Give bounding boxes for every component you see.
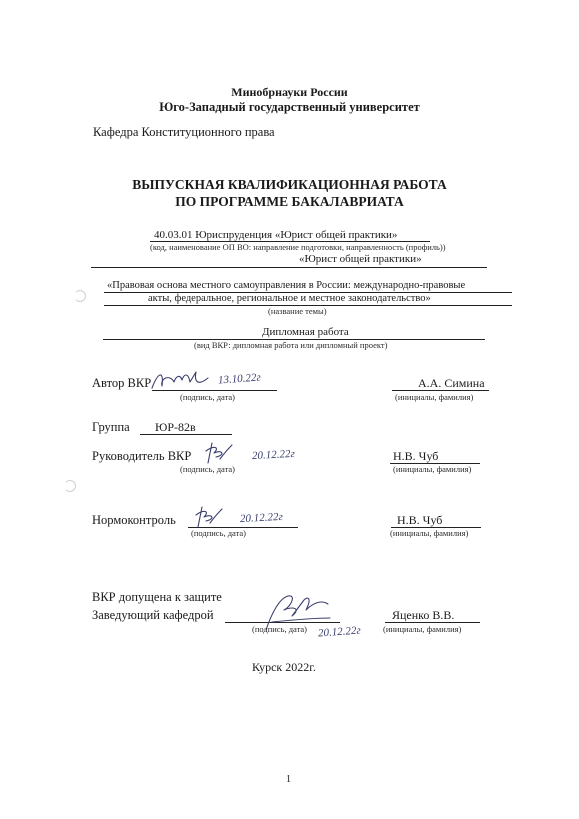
author-name-caption: (инициалы, фамилия) [395,392,474,402]
head-of-department-label: Заведующий кафедрой [92,608,214,622]
topic-caption: (название темы) [268,306,327,316]
supervisor-sign-caption: (подпись, дата) [180,464,236,474]
author-sign-date: 13.10.22г [217,371,262,387]
group-value: ЮР-82в [155,420,196,434]
work-type-value: Дипломная работа [262,326,349,338]
group-label: Группа [92,420,130,434]
group-line [140,434,232,435]
head-sign-date: 20.12.22г [317,624,362,640]
supervisor-name: Н.В. Чуб [393,449,439,463]
city-year: Курск 2022г. [252,660,316,674]
topic-line1: «Правовая основа местного самоуправления в России: международно-правовые [107,280,466,291]
punch-hole-mark-bottom [64,480,76,492]
program-caption: (код, наименование ОП ВО: направление подготовки, направленность (профиль)) [150,242,446,252]
supervisor-name-caption: (инициалы, фамилия) [393,464,472,474]
punch-hole-mark-top [74,290,86,302]
normcontrol-sign-date: 20.12.22г [239,510,284,526]
author-signature [150,368,210,392]
department-name: Кафедра Конституционного права [93,125,275,139]
ministry-name: Минобрнауки России [231,85,348,99]
university-name: Юго-Западный государственный университет [159,100,420,114]
supervisor-signature [204,441,234,465]
normcontrol-signature [194,505,224,529]
head-sign-caption: (подпись, дата) [252,624,308,634]
head-name-caption: (инициалы, фамилия) [383,624,462,634]
work-type-caption: (вид ВКР: дипломная работа или дипломный проект) [194,340,388,350]
page-number: 1 [286,774,291,785]
head-name-line [385,622,480,623]
author-label: Автор ВКР [92,376,152,390]
topic-line2: акты, федеральное, региональное и местное законодательство» [148,293,431,304]
normcontrol-label: Нормоконтроль [92,513,176,527]
supervisor-sign-date: 20.12.22г [251,447,296,463]
admission-text: ВКР допущена к защите [92,590,222,604]
profile-underline [91,267,487,268]
document-title-line2: ПО ПРОГРАММЕ БАКАЛАВРИАТА [175,194,404,209]
head-name: Яценко В.В. [392,608,455,622]
document-title-line1: ВЫПУСКНАЯ КВАЛИФИКАЦИОННАЯ РАБОТА [132,177,447,192]
normcontrol-name-caption: (инициалы, фамилия) [390,528,469,538]
program-profile: «Юрист общей практики» [299,253,422,265]
author-name: А.А. Симина [418,376,485,390]
normcontrol-sign-caption: (подпись, дата) [191,528,247,538]
author-name-line [392,390,489,391]
author-sign-caption: (подпись, дата) [180,392,236,402]
supervisor-label: Руководитель ВКР [92,449,192,463]
normcontrol-name: Н.В. Чуб [397,513,443,527]
program-code: 40.03.01 Юриспруденция «Юрист общей практики» [154,229,398,241]
